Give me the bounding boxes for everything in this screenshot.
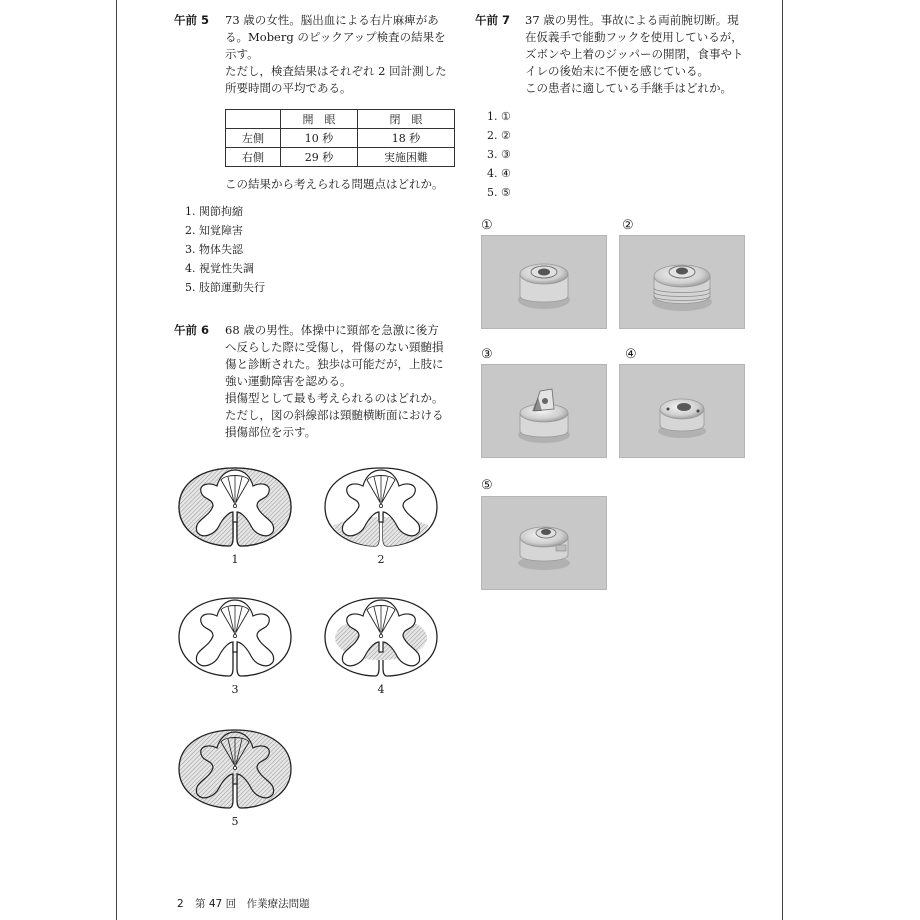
q7-line: ズボンや上着のジッパーの開閉，食事やト [525, 47, 744, 61]
q5-line: 73 歳の女性。脳出血による右片麻痺があ [225, 13, 439, 27]
table-header-cell [226, 110, 281, 129]
table-cell: 左側 [226, 129, 281, 148]
q7-line: 37 歳の男性。事故による両前腕切断。現 [525, 13, 739, 27]
q5-line: る。Moberg のピックアップ検査の結果を [225, 30, 446, 44]
table-cell: 右側 [226, 148, 281, 167]
q5-label: 午前 5 [174, 13, 210, 27]
q6-label: 午前 6 [174, 323, 210, 337]
wrist-unit-photo-4-image [620, 365, 744, 457]
choice-item[interactable]: 4. 視覚性失調 [185, 262, 254, 275]
q6-line: 68 歳の男性。体操中に頸部を急激に後方 [225, 323, 439, 337]
choice-item[interactable]: 1. 関節拘縮 [185, 205, 243, 218]
table-header-cell: 開 眼 [281, 110, 358, 129]
q5-line: 所要時間の平均である。 [225, 81, 352, 95]
photo-label: ② [622, 218, 634, 233]
wrist-unit-photo-1-image [482, 236, 606, 328]
q7-choices [487, 107, 511, 202]
table-cell: 10 秒 [281, 129, 358, 148]
page-footer [177, 896, 310, 911]
q5-text [225, 12, 455, 97]
figure-label: 4 [377, 683, 385, 696]
figure-label: 1 [231, 553, 239, 566]
wrist-unit-photo-2-image [620, 236, 744, 328]
q7-text [525, 12, 753, 97]
q5-line: 示す。 [225, 47, 259, 61]
wrist-unit-photo-2[interactable] [619, 235, 745, 329]
spinal-cord-figure-5[interactable] [175, 724, 295, 814]
choice-item[interactable]: 4. ④ [487, 167, 511, 180]
table-row [226, 148, 455, 167]
q6-line: ただし，図の斜線部は頸髄横断面における [225, 408, 444, 422]
photo-label: ① [481, 218, 493, 233]
photo-label: ④ [625, 347, 637, 362]
choice-item[interactable]: 3. 物体失認 [185, 243, 243, 256]
q5-prompt: この結果から考えられる問題点はどれか。 [225, 177, 444, 191]
photo-label: ⑤ [481, 478, 493, 493]
footer-title: 第 47 回 作業療法問題 [195, 898, 310, 910]
choice-item[interactable]: 2. 知覚障害 [185, 224, 243, 237]
q6-line: 損傷型として最も考えられるのはどれか。 [225, 391, 444, 405]
choice-item[interactable]: 1. ① [487, 110, 511, 123]
wrist-unit-photo-3[interactable] [481, 364, 607, 458]
wrist-unit-photo-5-image [482, 497, 606, 589]
q6-line: 損傷部位を示す。 [225, 425, 317, 439]
q7-line: この患者に適している手継手はどれか。 [525, 81, 732, 95]
table-row [226, 129, 455, 148]
q5-line: ただし，検査結果はそれぞれ 2 回計測した [225, 64, 447, 78]
choice-item[interactable]: 5. ⑤ [487, 186, 511, 199]
spinal-cord-figure-2[interactable] [321, 462, 441, 552]
q6-line: へ反らした際に受傷し，骨傷のない頸髄損 [225, 340, 444, 354]
wrist-unit-photo-4[interactable] [619, 364, 745, 458]
figure-label: 5 [231, 815, 239, 828]
wrist-unit-photo-3-image [482, 365, 606, 457]
figure-label: 2 [377, 553, 385, 566]
table-cell: 29 秒 [281, 148, 358, 167]
spinal-cord-figure-1[interactable] [175, 462, 295, 552]
choice-item[interactable]: 5. 肢節運動失行 [185, 281, 265, 294]
page-number: 2 [177, 898, 184, 910]
table-header-cell: 閉 眼 [357, 110, 454, 129]
exam-page [116, 0, 783, 920]
q7-line: 在仮義手で能動フックを使用しているが， [525, 30, 743, 44]
q5-choices [185, 202, 265, 297]
table-cell: 18 秒 [357, 129, 454, 148]
wrist-unit-photo-5[interactable] [481, 496, 607, 590]
q6-line: 傷と診断された。独歩は可能だが，上肢に [225, 357, 444, 371]
table-cell: 実施困難 [357, 148, 454, 167]
spinal-cord-figure-3[interactable] [175, 592, 295, 682]
spinal-cord-figure-4[interactable] [321, 592, 441, 682]
figure-label: 3 [231, 683, 239, 696]
moberg-table [225, 109, 455, 167]
choice-item[interactable]: 3. ③ [487, 148, 511, 161]
table-header-row [226, 110, 455, 129]
photo-label: ③ [481, 347, 493, 362]
choice-item[interactable]: 2. ② [487, 129, 511, 142]
q6-line: 強い運動障害を認める。 [225, 374, 352, 388]
wrist-unit-photo-1[interactable] [481, 235, 607, 329]
q7-label: 午前 7 [475, 13, 511, 27]
q6-text [225, 322, 455, 441]
q7-line: イレの後始末に不便を感じている。 [525, 64, 709, 78]
